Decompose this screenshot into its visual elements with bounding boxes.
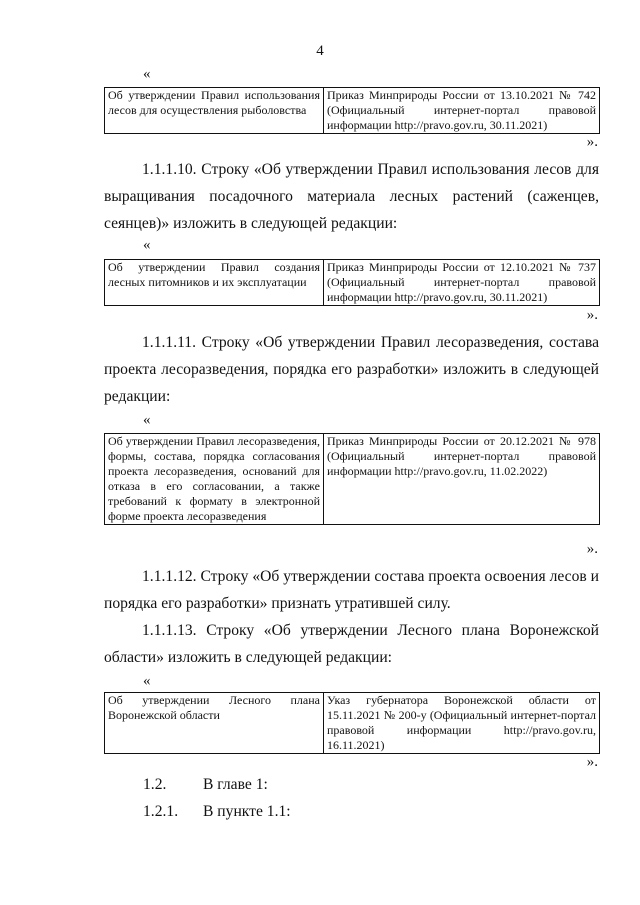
item-text: В главе 1: bbox=[203, 776, 268, 793]
closing-quote: ». bbox=[586, 754, 598, 770]
item-number: 1.2.1. bbox=[143, 803, 179, 820]
table-cell-source: Приказ Минприроды России от 20.12.2021 № 978 (Официальный интернет-портал правовой информации http://pravo.gov.ru, 11.02.2022) bbox=[324, 434, 600, 525]
table-cell-source: Указ губернатора Воронежской области от 15.11.2021 № 200-у (Официальный интернет-портал правовой информации http://pravo.gov.ru, 16.11.2021) bbox=[324, 693, 600, 754]
paragraph: 1.1.1.13. Строку «Об утверждении Лесного плана Воронежской области» изложить в следующей редакции: bbox=[104, 622, 599, 666]
opening-quote: « bbox=[143, 412, 151, 428]
document-table bbox=[104, 87, 600, 134]
item-text: В пункте 1.1: bbox=[203, 803, 291, 820]
table-row bbox=[105, 693, 600, 754]
page-number: 4 bbox=[316, 43, 324, 59]
opening-quote: « bbox=[143, 673, 151, 689]
closing-quote: ». bbox=[586, 134, 598, 150]
opening-quote: « bbox=[143, 66, 151, 82]
table-cell-source: Приказ Минприроды России от 13.10.2021 № 742 (Официальный интернет-портал правовой информации http://pravo.gov.ru, 30.11.2021) bbox=[324, 88, 600, 134]
item-number: 1.2. bbox=[143, 776, 167, 793]
paragraph: 1.1.1.10. Строку «Об утверждении Правил использования лесов для выращивания посадочного материала лесных растений (саженцев, сеянцев)» изложить в следующей редакции: bbox=[104, 161, 599, 232]
table-row bbox=[105, 260, 600, 306]
closing-quote: ». bbox=[586, 541, 598, 557]
paragraph: 1.1.1.11. Строку «Об утверждении Правил лесоразведения, состава проекта лесоразведения, порядка его разработки» изложить в следующей редакции: bbox=[104, 334, 599, 405]
table-row bbox=[105, 88, 600, 134]
paragraph: 1.1.1.12. Строку «Об утверждении состава проекта освоения лесов и порядка его разработки» признать утратившей силу. bbox=[104, 568, 600, 612]
closing-quote: ». bbox=[586, 307, 598, 323]
table-cell-source: Приказ Минприроды России от 12.10.2021 № 737 (Официальный интернет-портал правовой информации http://pravo.gov.ru, 30.11.2021) bbox=[324, 260, 600, 306]
document-table bbox=[104, 259, 600, 306]
table-row bbox=[105, 434, 600, 525]
table-cell-title: Об утверждении Правил лесоразведения, формы, состава, порядка согласования проекта лесоразведения, оснований для отказа в его согласовании, а также требований к формату в электронной форме проекта лесоразведения bbox=[105, 434, 324, 525]
opening-quote: « bbox=[143, 237, 151, 253]
table-cell-title: Об утверждении Правил создания лесных питомников и их эксплуатации bbox=[105, 260, 324, 306]
document-table bbox=[104, 433, 600, 525]
document-table bbox=[104, 692, 600, 754]
table-cell-title: Об утверждении Правил использования лесов для осуществления рыболовства bbox=[105, 88, 324, 134]
table-cell-title: Об утверждении Лесного плана Воронежской области bbox=[105, 693, 324, 754]
